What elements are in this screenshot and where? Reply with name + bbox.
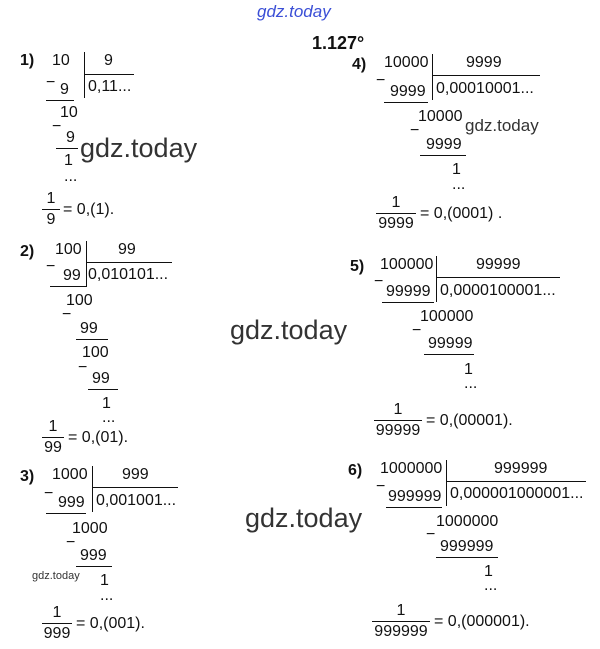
- step-subtrahend: 99: [80, 320, 98, 337]
- dividend: 1000: [52, 466, 88, 483]
- dividend: 1000000: [380, 460, 443, 477]
- result-value: = 0,(00001).: [426, 412, 513, 429]
- step-subtrahend: 999: [80, 547, 107, 564]
- problem-label: 1): [20, 52, 35, 69]
- result-fraction: [376, 194, 416, 233]
- minus-sign: −: [426, 526, 436, 543]
- dividend: 100: [55, 241, 82, 258]
- step-remainder: 1000: [72, 520, 108, 537]
- minus-sign: −: [46, 258, 56, 275]
- fraction-denominator: 9: [46, 211, 56, 229]
- result-fraction: [372, 602, 430, 641]
- step-subtrahend: 99999: [386, 283, 431, 300]
- step-remainder: 1: [64, 152, 73, 169]
- divisor-rule: [92, 487, 178, 488]
- fraction-bar: [42, 209, 60, 210]
- fraction-numerator: 1: [391, 194, 401, 211]
- fraction-bar: [42, 437, 64, 438]
- minus-sign: −: [44, 485, 54, 502]
- minus-sign: −: [412, 322, 422, 339]
- fraction-bar: [376, 213, 416, 214]
- step-rule: [88, 389, 118, 390]
- fraction-bar: [372, 621, 430, 622]
- result-value: = 0,(000001).: [434, 613, 530, 630]
- division-bracket: [92, 466, 93, 512]
- step-rule: [386, 507, 442, 508]
- minus-sign: −: [376, 478, 386, 495]
- step-remainder: 1: [452, 161, 461, 178]
- step-remainder: 10000: [418, 108, 463, 125]
- step-remainder: 1000000: [436, 513, 499, 530]
- step-rule: [56, 148, 78, 149]
- step-subtrahend: 999: [58, 494, 85, 511]
- step-subtrahend: 9999: [390, 83, 426, 100]
- step-subtrahend: 999999: [440, 538, 494, 555]
- step-remainder: 100: [66, 292, 93, 309]
- step-ellipsis: ...: [484, 577, 498, 594]
- step-rule: [424, 354, 474, 355]
- problem-label: 4): [352, 56, 367, 73]
- fraction-denominator: 99999: [375, 422, 421, 440]
- fraction-denominator: 99: [44, 439, 62, 457]
- step-subtrahend: 999999: [388, 488, 442, 505]
- fraction-denominator: 999999: [374, 623, 428, 641]
- fraction-denominator: 9999: [378, 215, 414, 233]
- divisor: 99999: [476, 256, 521, 273]
- quotient: 0,0000100001...: [440, 282, 556, 299]
- minus-sign: −: [66, 534, 76, 551]
- step-remainder: 1: [102, 395, 111, 412]
- fraction-numerator: 1: [46, 190, 56, 207]
- quotient: 0,00010001...: [436, 80, 534, 97]
- watermark-top: gdz.today: [257, 2, 331, 21]
- step-ellipsis: ...: [102, 409, 116, 426]
- divisor: 9999: [466, 54, 502, 71]
- step-remainder: 1: [100, 572, 109, 589]
- watermark: gdz.today: [465, 116, 539, 135]
- problem-label: 5): [350, 258, 365, 275]
- step-rule: [76, 566, 112, 567]
- dividend: 100000: [380, 256, 434, 273]
- division-bracket: [432, 54, 433, 100]
- fraction-numerator: 1: [396, 602, 406, 619]
- step-ellipsis: ...: [452, 176, 466, 193]
- divisor-rule: [432, 75, 540, 76]
- step-rule: [436, 557, 498, 558]
- divisor-rule: [84, 74, 134, 75]
- step-rule: [50, 286, 86, 287]
- step-rule: [76, 339, 108, 340]
- step-rule: [46, 100, 74, 101]
- fraction-bar: [42, 623, 72, 624]
- division-bracket: [446, 460, 447, 506]
- step-rule: [46, 513, 86, 514]
- result-value: = 0,(0001) .: [420, 205, 503, 222]
- quotient: 0,001001...: [96, 492, 177, 509]
- minus-sign: −: [78, 359, 88, 376]
- step-remainder: 1: [464, 361, 473, 378]
- minus-sign: −: [52, 118, 62, 135]
- step-remainder: 100000: [420, 308, 474, 325]
- step-rule: [384, 102, 428, 103]
- divisor: 999999: [494, 460, 548, 477]
- watermark: gdz.today: [80, 133, 198, 163]
- divisor-rule: [436, 277, 560, 278]
- step-subtrahend: 99999: [428, 335, 473, 352]
- step-subtrahend: 9999: [426, 136, 462, 153]
- step-subtrahend: 9: [66, 129, 75, 146]
- step-subtrahend: 9: [60, 81, 69, 98]
- result-fraction: [42, 190, 60, 229]
- problem-label: 3): [20, 468, 35, 485]
- step-remainder: 10: [60, 104, 78, 121]
- minus-sign: −: [62, 306, 72, 323]
- divisor: 99: [118, 241, 136, 258]
- problem-label: 2): [20, 243, 35, 260]
- quotient: 0,000001000001...: [450, 485, 584, 502]
- fraction-numerator: 1: [48, 418, 58, 435]
- division-bracket: [436, 256, 437, 302]
- divisor: 999: [122, 466, 149, 483]
- step-rule: [382, 302, 434, 303]
- divisor-rule: [86, 262, 172, 263]
- step-remainder: 1: [484, 563, 493, 580]
- quotient: 0,11...: [88, 78, 132, 95]
- fraction-numerator: 1: [393, 401, 403, 418]
- minus-sign: −: [46, 74, 56, 91]
- minus-sign: −: [374, 273, 384, 290]
- result-fraction: [42, 418, 64, 457]
- result-value: = 0,(1).: [63, 201, 115, 218]
- step-subtrahend: 99: [63, 267, 81, 284]
- divisor: 9: [104, 52, 113, 69]
- step-rule: [420, 155, 466, 156]
- watermark: gdz.today: [230, 315, 348, 345]
- watermark: gdz.today: [245, 503, 363, 533]
- fraction-denominator: 999: [43, 625, 71, 643]
- dividend: 10: [52, 52, 70, 69]
- step-ellipsis: ...: [64, 168, 78, 185]
- step-ellipsis: ...: [100, 587, 114, 604]
- step-subtrahend: 99: [92, 370, 110, 387]
- result-value: = 0,(001).: [76, 615, 145, 632]
- dividend: 10000: [384, 54, 429, 71]
- result-fraction: [42, 604, 72, 643]
- problem-label: 6): [348, 462, 363, 479]
- step-remainder: 100: [82, 344, 109, 361]
- minus-sign: −: [410, 122, 420, 139]
- quotient: 0,010101...: [88, 266, 169, 283]
- result-value: = 0,(01).: [68, 429, 129, 446]
- watermark: gdz.today: [32, 570, 80, 582]
- fraction-numerator: 1: [52, 604, 62, 621]
- divisor-rule: [446, 481, 586, 482]
- page-title: 1.127°: [312, 33, 365, 53]
- result-fraction: [374, 401, 422, 440]
- minus-sign: −: [376, 72, 386, 89]
- fraction-bar: [374, 420, 422, 421]
- step-ellipsis: ...: [464, 375, 478, 392]
